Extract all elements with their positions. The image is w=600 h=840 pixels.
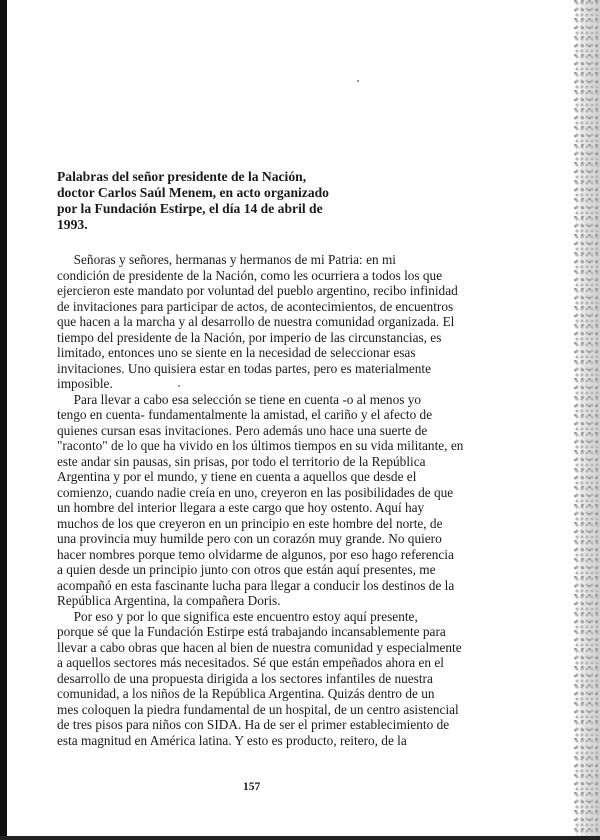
speech-title: Palabras del señor presidente de la Nación, doctor Carlos Saúl Menem, en acto organizado por la Fundación Estirpe, el día 14 de abril de 1993. [57,169,329,232]
scan-left-border [0,0,7,840]
scan-right-shadow [574,0,600,840]
speech-body: Señoras y señores, hermanas y hermanos de mi Patria: en mi condición de presidente de la Nación, como les ocurriera a todos los que ejercieron este mandato por voluntad del pueblo argentino, recibo infinidad de invitaciones para participar de actos, de acontecimientos, de encuentros que hacen a la marcha y al desarrollo de nuestra comunidad organizada. El tiempo del presidente de la Nación, por imperio de las circunstancias, es limitado, entonces uno se siente en la necesidad de seleccionar esas invitaciones. Uno quisiera estar en todas partes, pero es materialmente imposible. Para llevar a cabo esa selección se tiene en cuenta -o al menos yo tengo en cuenta- fundamentalmente la amistad, el cariño y el afecto de quienes cursan esas invitaciones. Pero además uno hace una suerte de "raconto" de lo que ha vivido en los últimos tiempos en su vida militante, en este andar sin pausas, sin prisas, por todo el territorio de la República Argentina y por el mundo, y tiene en cuenta a aquellos que desde el comienzo, cuando nadie creía en uno, creyeron en las posibilidades de que un hombre del interior llegara a este cargo que hoy ostento. Aquí hay muchos de los que creyeron en un principio en este hombre del norte, de una provincia muy humilde pero con un corazón muy grande. No quiero hacer nombres porque temo olvidarme de algunos, por eso hago referencia a quien desde un principio junto con otros que están aquí presentes, me acompañó en esta fascinante lucha para llegar a conducir los destinos de la República Argentina, la compañera Doris. Por eso y por lo que significa este encuentro estoy aquí presente, porque sé que la Fundación Estirpe está trabajando incansablemente para llevar a cabo obras que hacen al bien de nuestra comunidad y especialmente a aquellos sectores más necesitados. Sé que están empeñados ahora en el desarrollo de una propuesta dirigida a los sectores infantiles de nuestra comunidad, a los niños de la República Argentina. Quizás dentro de un mes coloquen la piedra fundamental de un hospital, de un centro asistencial de tres pisos para niños con SIDA. Ha de ser el primer establecimiento de esta magnitud en América latina. Y esto es producto, reitero, de la [57,252,464,748]
page-number: 157 [243,781,261,793]
scan-bottom-border [0,836,600,840]
scan-speck [357,80,359,82]
